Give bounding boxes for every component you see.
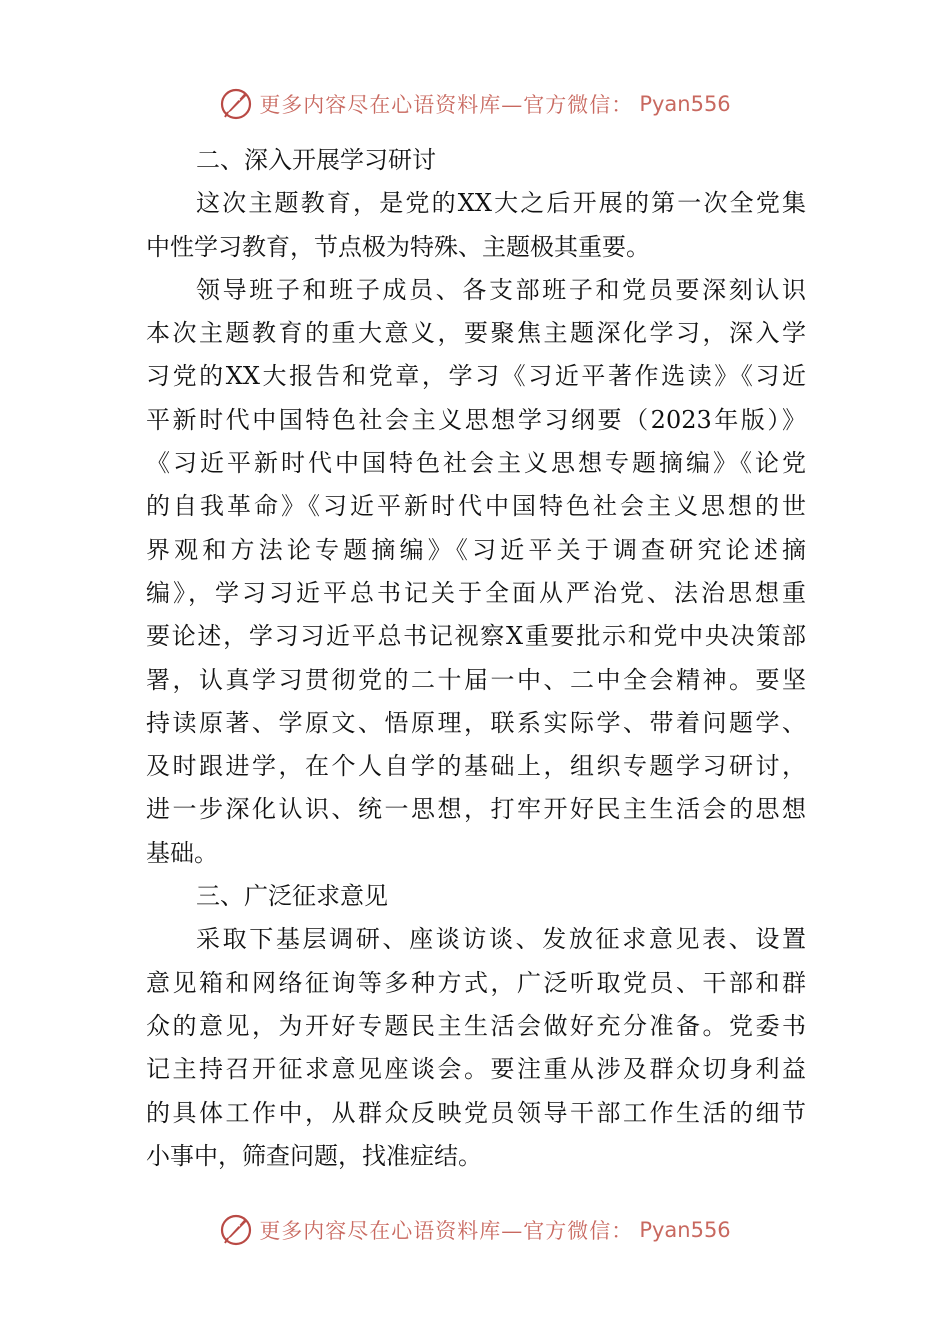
quill-logo-icon [219,87,253,121]
watermark-text: 更多内容尽在心语资料库—官方微信： [259,1219,634,1243]
paragraph-line: 领导班子和班子成员、各支部班子和党员要深刻认识 [196,275,806,304]
section-heading: 三、广泛征求意见 [196,882,388,911]
paragraph-line: 采取下基层调研、座谈访谈、发放征求意见表、设置 [196,925,806,954]
paragraph-line: 本次主题教育的重大意义，要聚焦主题深化学习，深入学 [146,319,806,348]
paragraph-line: 意见箱和网络征询等多种方式，广泛听取党员、干部和群 [146,968,806,997]
paragraph-line: 记主持召开征求意见座谈会。要注重从涉及群众切身利益 [146,1055,806,1084]
watermark-contact: Pyan556 [639,1218,731,1242]
paragraph-line: 进一步深化认识、统一思想，打牢开好民主生活会的思想 [146,795,806,824]
paragraph-line: 的具体工作中，从群众反映党员领导干部工作生活的细节 [146,1098,806,1127]
paragraph-line: 署，认真学习贯彻党的二十届一中、二中全会精神。要坚 [146,665,806,694]
watermark-header [0,84,950,124]
section-heading: 二、深入开展学习研讨 [196,146,436,174]
watermark-contact: Pyan556 [639,92,731,116]
paragraph-line: 这次主题教育，是党的XX大之后开展的第一次全党集 [196,189,806,218]
paragraph-line: 基础。 [146,838,218,867]
paragraph-line: 众的意见，为开好专题民主生活会做好充分准备。党委书 [146,1011,806,1040]
paragraph-line: 平新时代中国特色社会主义思想学习纲要（2023年版）》 [146,405,806,434]
paragraph-line: 及时跟进学，在个人自学的基础上，组织专题学习研讨， [146,752,806,781]
watermark-text: 更多内容尽在心语资料库—官方微信： [259,93,634,117]
paragraph-line: 编》，学习习近平总书记关于全面从严治党、法治思想重 [146,578,806,607]
document-body [146,139,806,1178]
paragraph-line: 小事中，筛查问题，找准症结。 [146,1141,482,1170]
paragraph-line: 要论述，学习习近平总书记视察X重要批示和党中央决策部 [146,622,806,651]
paragraph-line: 习党的XX大报告和党章，学习《习近平著作选读》《习近 [146,362,806,391]
paragraph-line: 的自我革命》《习近平新时代中国特色社会主义思想的世 [146,492,806,521]
paragraph-line: 中性学习教育，节点极为特殊、主题极其重要。 [146,232,650,261]
watermark-footer [0,1210,950,1250]
paragraph-line: 《习近平新时代中国特色社会主义思想专题摘编》《论党 [146,449,806,478]
paragraph-line: 界观和方法论专题摘编》《习近平关于调查研究论述摘 [146,535,806,564]
paragraph-line: 持读原著、学原文、悟原理，联系实际学、带着问题学、 [146,708,806,737]
quill-logo-icon [219,1213,253,1247]
